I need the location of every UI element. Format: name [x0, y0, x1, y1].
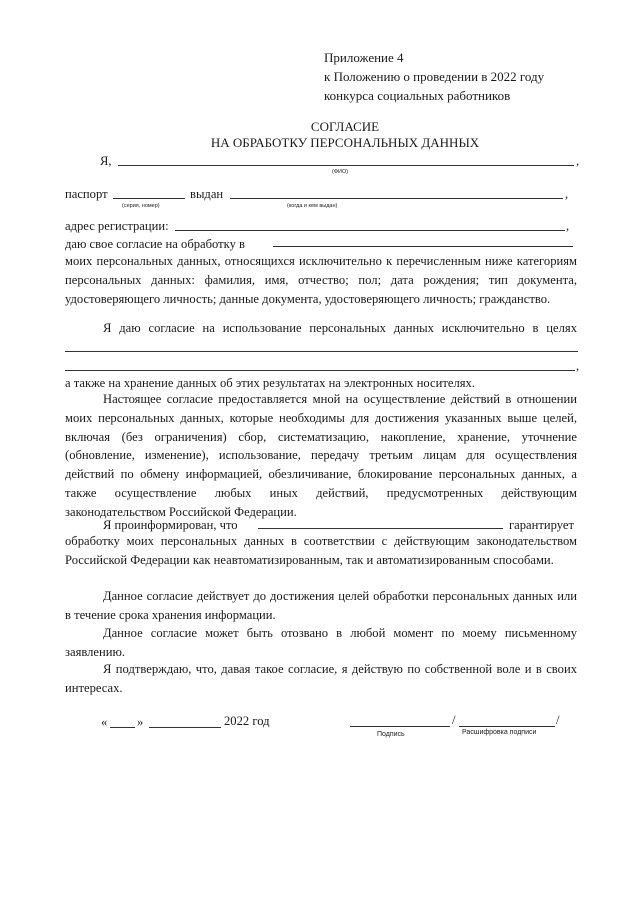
address-comma: ,: [566, 219, 570, 233]
paragraph-purpose: Я даю согласие на использование персональных данных исключительно в целях: [103, 321, 577, 335]
date-open-quote: «: [101, 715, 108, 729]
decode-hint: Расшифровка подписи: [462, 729, 537, 736]
signature-hint: Подпись: [377, 731, 405, 738]
paragraph-validity: Данное согласие действует до достижения целей обработки персональных данных или в течение срока хранения информации.: [65, 589, 577, 622]
operator-field-line[interactable]: [273, 246, 573, 247]
address-field-line[interactable]: [175, 230, 565, 231]
issued-field-line[interactable]: [230, 198, 563, 199]
guarantee-label: гарантирует: [509, 518, 574, 532]
guarantor-field-line[interactable]: [258, 528, 503, 529]
informed-label: Я проинформирован, что: [103, 518, 238, 532]
passport-label: паспорт: [65, 187, 108, 201]
paragraph-confirmation: Я подтверждаю, что, давая такое согласие, я действую по собственной воле и в своих интересах.: [65, 662, 577, 695]
purpose-field-line-2[interactable]: [65, 370, 575, 371]
series-hint: (серия, номер): [122, 203, 160, 209]
fio-comma: ,: [576, 154, 580, 168]
year-label: 2022 год: [224, 714, 270, 728]
issued-comma: ,: [565, 187, 569, 201]
ya-label: Я,: [100, 154, 112, 168]
paragraph-data-categories: моих персональных данных, относящихся исключительно к перечисленным ниже категориям персональных данных: фамилия, имя, отчество; пол; дата рождения; тип документа, удостоверяющего личность; данные документа, удостоверяющего личность; гражданство.: [65, 254, 577, 306]
paragraph-revocation: Данное согласие может быть отозвано в любой момент по моему письменному заявлению.: [65, 626, 577, 659]
paragraph-actions: Настоящее согласие предоставляется мной на осуществление действий в отношении моих персональных данных, которые необходимы для достижения указанных выше целей, включая (без ограничения) сбор, систематизацию, накопление, хранение, уточнение (обновление, изменение), использование, передачу третьим лицам для осуществления действий по обмену информацией, обезличивание, блокирование персональных данных, а также осуществление любых иных действий, предусмотренных действующим законодательством Российской Федерации.: [65, 392, 577, 519]
document-title: СОГЛАСИЕ: [310, 119, 380, 134]
signature-slash-2: /: [556, 713, 560, 727]
fio-hint: (ФИО): [332, 169, 349, 175]
date-close-quote: »: [137, 715, 144, 729]
document-subtitle: НА ОБРАБОТКУ ПЕРСОНАЛЬНЫХ ДАННЫХ: [210, 135, 480, 150]
address-label: адрес регистрации:: [65, 219, 169, 233]
appendix-line-2: к Положению о проведении в 2022 году: [324, 69, 545, 84]
appendix-line-3: конкурса социальных работников: [324, 88, 511, 103]
signature-slash-1: /: [452, 713, 456, 727]
month-field-line[interactable]: [149, 727, 221, 728]
issued-hint: (когда и кем выдан): [287, 203, 338, 209]
purpose-field-line-1[interactable]: [65, 351, 578, 352]
paragraph-processing: обработку моих персональных данных в соответствии с действующим законодательством Российской Федерации как неавтоматизированным, так и автоматизированным способами.: [65, 534, 577, 567]
purpose-comma: ,: [576, 359, 580, 373]
consent-label: даю свое согласие на обработку в: [65, 237, 245, 251]
passport-series-line[interactable]: [113, 198, 185, 199]
day-field-line[interactable]: [110, 727, 135, 728]
appendix-line-1: Приложение 4: [324, 50, 404, 65]
decode-field-line[interactable]: [459, 726, 555, 727]
issued-label: выдан: [190, 187, 224, 201]
signature-field-line[interactable]: [350, 726, 450, 727]
fio-field-line[interactable]: [118, 165, 574, 166]
paragraph-storage: а также на хранение данных об этих результатах на электронных носителях.: [65, 376, 475, 390]
